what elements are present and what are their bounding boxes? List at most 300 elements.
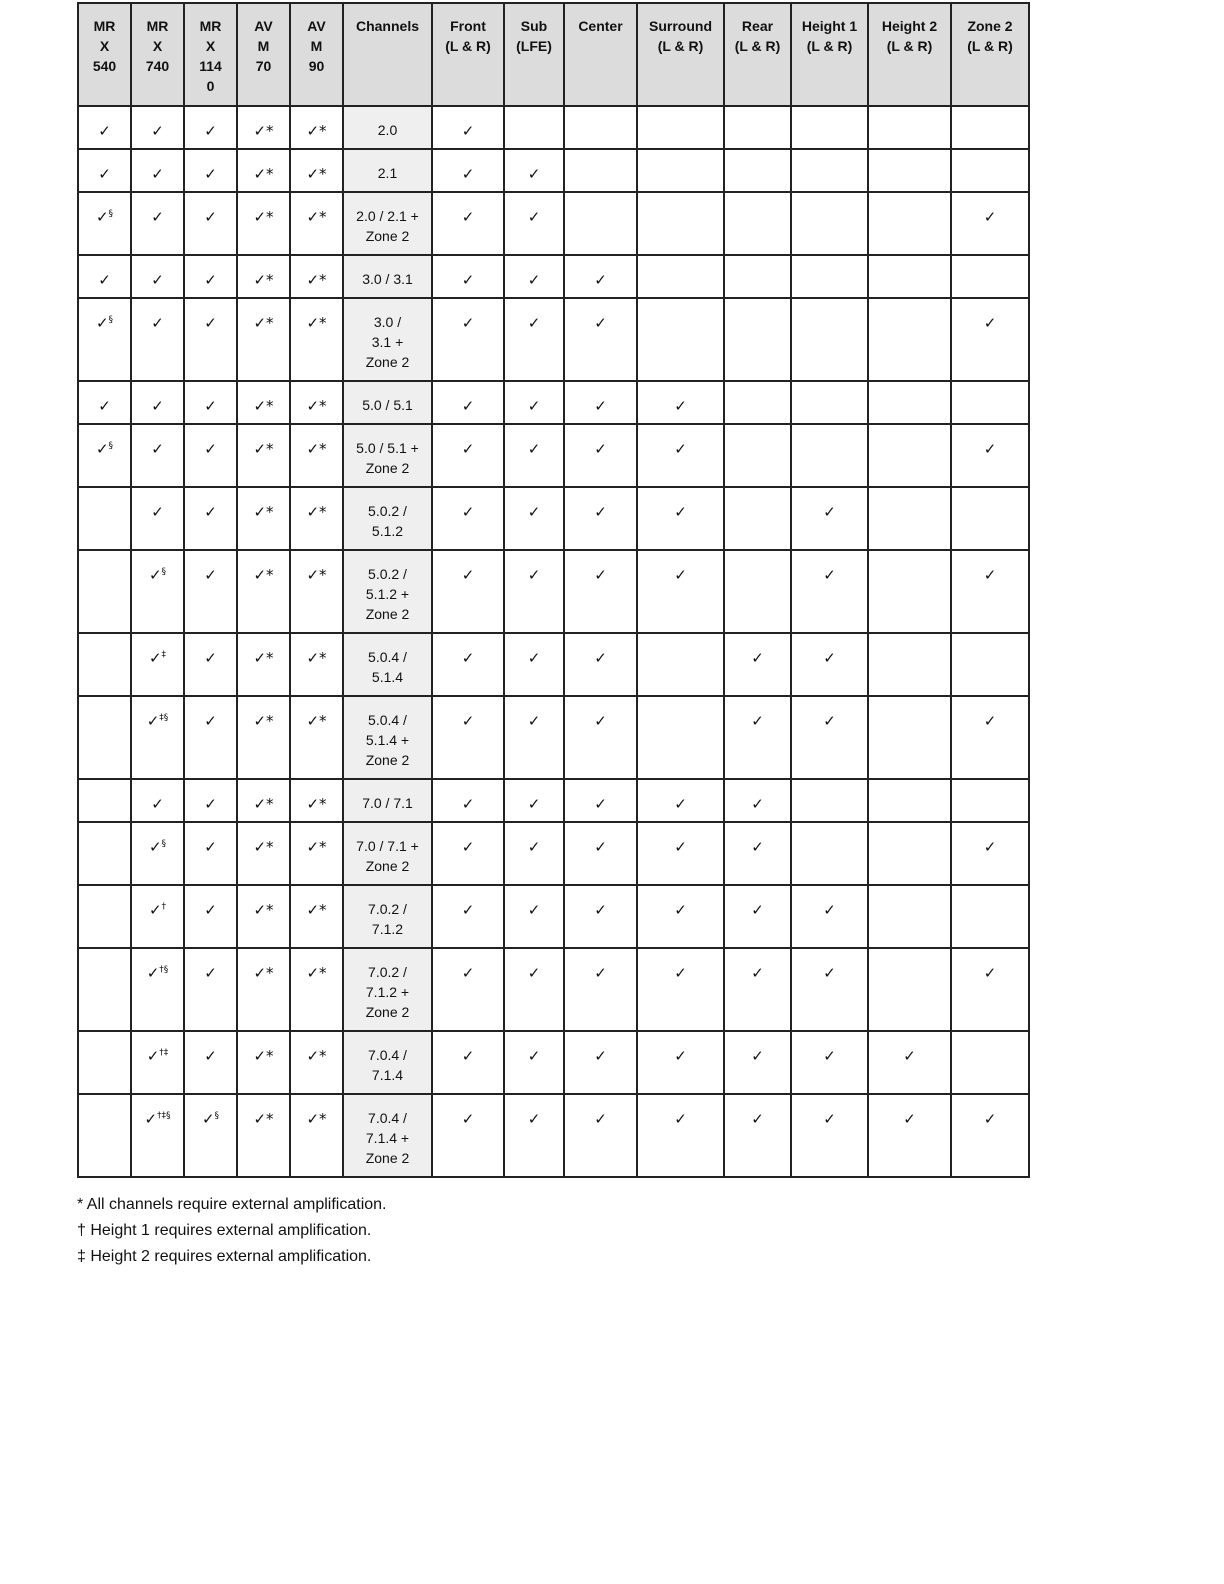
check-mark: ✓* xyxy=(306,964,327,982)
check-mark: ✓§ xyxy=(148,566,167,584)
col-height1-cell xyxy=(791,106,868,149)
check-mark: ✓ xyxy=(461,165,475,183)
col-avm70-cell xyxy=(237,948,290,1031)
table-row xyxy=(78,149,1029,192)
col-rear-cell xyxy=(724,779,791,822)
col-avm90-cell xyxy=(290,696,343,779)
col-rear-cell xyxy=(724,255,791,298)
header-line: Center xyxy=(578,18,623,34)
col-avm90-cell xyxy=(290,192,343,255)
col-avm70-cell xyxy=(237,550,290,633)
check-mark: ✓ xyxy=(204,901,217,919)
check-mark: ✓* xyxy=(306,397,327,415)
col-mrx540-cell xyxy=(78,255,131,298)
col-sub-cell xyxy=(504,1031,564,1094)
col-rear-cell xyxy=(724,885,791,948)
check-mark: ✓ xyxy=(983,964,997,982)
channel-config-line: Zone 2 xyxy=(365,354,410,370)
header-line: MR xyxy=(93,18,116,34)
col-front-cell xyxy=(432,633,504,696)
check-mark: ✓ xyxy=(151,122,164,140)
col-mrx540-cell xyxy=(78,822,131,885)
col-zone2-header xyxy=(951,3,1029,106)
col-center-cell xyxy=(564,696,637,779)
channel-config-line: 3.0 / 3.1 xyxy=(362,271,413,287)
table-row xyxy=(78,487,1029,550)
header-line: MR xyxy=(146,18,169,34)
header-line: MR xyxy=(199,18,222,34)
col-mrx740-cell xyxy=(131,1031,184,1094)
check-mark: ✓ xyxy=(751,649,764,667)
check-mark: ✓ xyxy=(594,1047,607,1065)
col-mrx540-cell xyxy=(78,1031,131,1094)
col-height2-cell xyxy=(868,424,951,487)
col-height2-header xyxy=(868,3,951,106)
col-avm70-cell xyxy=(237,779,290,822)
col-height1-cell xyxy=(791,192,868,255)
check-mark: ✓ xyxy=(204,712,217,730)
check-mark: ✓ xyxy=(204,795,217,813)
col-mrx1140-cell xyxy=(184,822,237,885)
col-center-header xyxy=(564,3,637,106)
header-line: Channels xyxy=(355,18,419,34)
header-line: Height 2 xyxy=(881,18,938,34)
check-mark: ✓ xyxy=(594,566,607,584)
channel-config-line: 7.0 / 7.1 + xyxy=(356,838,419,854)
col-avm90-cell xyxy=(290,1031,343,1094)
header-line: (L & R) xyxy=(967,38,1013,54)
col-rear-header xyxy=(724,3,791,106)
check-mark: ✓ xyxy=(823,712,836,730)
col-height1-cell xyxy=(791,149,868,192)
col-avm70-cell xyxy=(237,1094,290,1177)
col-sub-cell xyxy=(504,424,564,487)
footnote-height2: ‡ Height 2 requires external amplification. xyxy=(77,1248,372,1265)
table-header xyxy=(78,3,1029,106)
check-mark: ✓* xyxy=(253,566,274,584)
table-row xyxy=(78,255,1029,298)
check-mark: ✓ xyxy=(204,165,217,183)
col-sub-cell xyxy=(504,298,564,381)
col-surround-cell xyxy=(637,948,724,1031)
col-front-cell xyxy=(432,1031,504,1094)
header-line: X xyxy=(152,38,163,54)
channel-config-line: 5.1.4 xyxy=(371,669,404,685)
col-mrx740-cell xyxy=(131,948,184,1031)
check-mark: ✓†‡ xyxy=(146,1047,169,1065)
col-avm90-cell xyxy=(290,255,343,298)
footnotes xyxy=(77,1192,387,1270)
header-line: X xyxy=(99,38,110,54)
check-mark: ✓ xyxy=(461,122,475,140)
check-mark: ✓* xyxy=(253,271,274,289)
check-mark: ✓* xyxy=(253,440,274,458)
col-rear-cell xyxy=(724,487,791,550)
col-surround-cell xyxy=(637,424,724,487)
col-sub-cell xyxy=(504,192,564,255)
header-line: Surround xyxy=(649,18,712,34)
col-front-cell xyxy=(432,885,504,948)
check-mark: ✓* xyxy=(253,901,274,919)
check-mark: ✓ xyxy=(823,566,836,584)
col-center-cell xyxy=(564,487,637,550)
check-mark: ✓ xyxy=(527,503,541,521)
check-mark: ✓ xyxy=(983,1110,997,1128)
channel-config-line: 7.1.2 + xyxy=(365,984,410,1000)
col-avm70-cell xyxy=(237,1031,290,1094)
check-mark: ✓ xyxy=(527,649,541,667)
check-mark: ✓ xyxy=(674,566,687,584)
check-mark: ✓* xyxy=(306,440,327,458)
check-mark: ✓ xyxy=(674,901,687,919)
col-height1-cell xyxy=(791,885,868,948)
col-avm90-cell xyxy=(290,822,343,885)
col-mrx540-cell xyxy=(78,550,131,633)
check-mark: ✓* xyxy=(253,1110,274,1128)
col-avm90-cell xyxy=(290,106,343,149)
check-mark: ✓ xyxy=(461,712,475,730)
col-front-cell xyxy=(432,381,504,424)
check-mark: ✓* xyxy=(306,901,327,919)
header-line: AV xyxy=(307,18,326,34)
col-mrx1140-cell xyxy=(184,298,237,381)
col-center-cell xyxy=(564,424,637,487)
col-mrx1140-cell xyxy=(184,424,237,487)
col-height1-cell xyxy=(791,255,868,298)
footnote-marker: ‡ xyxy=(161,650,167,660)
col-sub-cell xyxy=(504,779,564,822)
check-mark: ✓ xyxy=(983,440,997,458)
check-mark: ✓ xyxy=(527,397,541,415)
channel-config-line: 7.1.2 xyxy=(371,921,404,937)
check-mark: ✓ xyxy=(98,271,111,289)
channel-config-line: Zone 2 xyxy=(365,460,410,476)
col-front-cell xyxy=(432,298,504,381)
col-mrx1140-cell xyxy=(184,1031,237,1094)
table-row xyxy=(78,885,1029,948)
col-mrx1140-cell xyxy=(184,487,237,550)
col-mrx540-cell xyxy=(78,149,131,192)
channel-config-line: 5.1.4 + xyxy=(365,732,410,748)
col-mrx740-cell xyxy=(131,192,184,255)
check-mark: ✓ xyxy=(527,838,541,856)
check-mark: ✓ xyxy=(151,440,164,458)
check-mark: ✓ xyxy=(204,566,217,584)
col-center-cell xyxy=(564,381,637,424)
check-mark: ✓ xyxy=(594,712,607,730)
check-mark: ✓* xyxy=(306,838,327,856)
col-front-cell xyxy=(432,1094,504,1177)
check-mark: ✓§ xyxy=(148,838,167,856)
check-mark: ✓ xyxy=(204,964,217,982)
col-mrx540-cell xyxy=(78,424,131,487)
check-mark: ✓ xyxy=(594,440,607,458)
check-mark: ✓ xyxy=(823,901,836,919)
col-height2-cell xyxy=(868,106,951,149)
col-rear-cell xyxy=(724,298,791,381)
col-surround-cell xyxy=(637,633,724,696)
footnote-marker: †‡§ xyxy=(157,1111,171,1121)
check-mark: ✓ xyxy=(461,838,475,856)
col-height1-cell xyxy=(791,298,868,381)
col-mrx740-cell xyxy=(131,550,184,633)
col-surround-cell xyxy=(637,1031,724,1094)
col-height1-cell xyxy=(791,633,868,696)
header-line: Rear xyxy=(741,18,774,34)
check-mark: ✓ xyxy=(527,1047,541,1065)
col-mrx740-cell xyxy=(131,633,184,696)
col-avm90-cell xyxy=(290,885,343,948)
table-row xyxy=(78,192,1029,255)
compatibility-table xyxy=(77,2,1030,1178)
channels-cell xyxy=(343,192,432,255)
footnote-marker: § xyxy=(161,567,167,577)
table-row xyxy=(78,106,1029,149)
col-height1-cell xyxy=(791,1031,868,1094)
col-mrx540-cell xyxy=(78,192,131,255)
check-mark: ✓ xyxy=(461,397,475,415)
col-zone2-cell xyxy=(951,424,1029,487)
col-rear-cell xyxy=(724,1094,791,1177)
col-avm90-cell xyxy=(290,149,343,192)
check-mark: ✓ xyxy=(461,1110,475,1128)
check-mark: ✓§ xyxy=(95,208,114,226)
check-mark: ✓ xyxy=(204,397,217,415)
col-avm70-header xyxy=(237,3,290,106)
col-avm90-cell xyxy=(290,633,343,696)
col-zone2-cell xyxy=(951,487,1029,550)
col-zone2-cell xyxy=(951,1031,1029,1094)
channel-config-line: 7.0.2 / xyxy=(368,964,407,980)
header-line: AV xyxy=(254,18,273,34)
col-sub-cell xyxy=(504,822,564,885)
col-sub-cell xyxy=(504,696,564,779)
header-line: 0 xyxy=(206,78,215,94)
check-mark: ✓ xyxy=(823,964,836,982)
col-center-cell xyxy=(564,550,637,633)
check-mark: ✓ xyxy=(674,503,687,521)
col-rear-cell xyxy=(724,149,791,192)
col-rear-cell xyxy=(724,696,791,779)
check-mark: ✓ xyxy=(903,1047,916,1065)
check-mark: ✓* xyxy=(253,964,274,982)
check-mark: ✓ xyxy=(151,397,164,415)
col-front-cell xyxy=(432,255,504,298)
check-mark: ✓ xyxy=(527,208,541,226)
check-mark: ✓ xyxy=(461,795,475,813)
check-mark: ✓ xyxy=(204,122,217,140)
col-height1-cell xyxy=(791,550,868,633)
check-mark: ✓‡§ xyxy=(146,712,169,730)
col-mrx1140-cell xyxy=(184,779,237,822)
header-line: 540 xyxy=(92,58,117,74)
col-height1-cell xyxy=(791,424,868,487)
col-height1-cell xyxy=(791,948,868,1031)
check-mark: ✓‡ xyxy=(148,649,167,667)
channels-cell xyxy=(343,779,432,822)
channel-config-line: Zone 2 xyxy=(365,858,410,874)
col-center-cell xyxy=(564,106,637,149)
channels-cell xyxy=(343,298,432,381)
col-center-cell xyxy=(564,633,637,696)
channel-config-line: 7.1.4 + xyxy=(365,1130,410,1146)
channel-config-line: 2.0 / 2.1 + xyxy=(356,208,419,224)
channels-cell xyxy=(343,633,432,696)
check-mark: ✓ xyxy=(751,795,764,813)
col-avm90-cell xyxy=(290,550,343,633)
channels-cell xyxy=(343,106,432,149)
check-mark: ✓ xyxy=(983,566,997,584)
check-mark: ✓ xyxy=(823,649,836,667)
col-mrx540-cell xyxy=(78,1094,131,1177)
col-sub-cell xyxy=(504,633,564,696)
col-surround-cell xyxy=(637,885,724,948)
check-mark: ✓ xyxy=(527,964,541,982)
col-height2-cell xyxy=(868,822,951,885)
col-avm90-cell xyxy=(290,424,343,487)
channels-cell xyxy=(343,149,432,192)
check-mark: ✓ xyxy=(903,1110,916,1128)
table-row xyxy=(78,779,1029,822)
header-line: X xyxy=(205,38,216,54)
col-height2-cell xyxy=(868,948,951,1031)
col-zone2-cell xyxy=(951,885,1029,948)
col-center-cell xyxy=(564,255,637,298)
col-height2-cell xyxy=(868,192,951,255)
check-mark: ✓* xyxy=(306,503,327,521)
check-mark: ✓* xyxy=(253,1047,274,1065)
col-sub-cell xyxy=(504,550,564,633)
col-mrx1140-cell xyxy=(184,696,237,779)
footnote-external-amp: * All channels require external amplification. xyxy=(77,1196,387,1213)
col-center-cell xyxy=(564,1031,637,1094)
col-mrx740-cell xyxy=(131,487,184,550)
col-mrx1140-header xyxy=(184,3,237,106)
check-mark: ✓ xyxy=(594,314,607,332)
col-surround-cell xyxy=(637,106,724,149)
header-line: Sub xyxy=(520,18,548,34)
col-front-header xyxy=(432,3,504,106)
check-mark: ✓ xyxy=(823,1047,836,1065)
col-sub-cell xyxy=(504,885,564,948)
check-mark: ✓ xyxy=(527,440,541,458)
channel-config-line: 2.1 xyxy=(377,165,398,181)
check-mark: ✓ xyxy=(983,208,997,226)
footnote-marker: †§ xyxy=(159,965,169,975)
channel-config-line: 5.0.2 / xyxy=(368,566,407,582)
check-mark: ✓* xyxy=(306,649,327,667)
col-height2-cell xyxy=(868,1094,951,1177)
check-mark: ✓* xyxy=(306,1110,327,1128)
col-height2-cell xyxy=(868,381,951,424)
check-mark: ✓ xyxy=(594,964,607,982)
footnote-marker: § xyxy=(214,1111,220,1121)
col-rear-cell xyxy=(724,948,791,1031)
check-mark: ✓ xyxy=(527,314,541,332)
col-rear-cell xyxy=(724,633,791,696)
check-mark: ✓§ xyxy=(95,440,114,458)
col-avm70-cell xyxy=(237,424,290,487)
check-mark: ✓ xyxy=(151,795,164,813)
col-front-cell xyxy=(432,106,504,149)
col-height2-cell xyxy=(868,149,951,192)
header-line: (L & R) xyxy=(657,38,704,54)
col-surround-cell xyxy=(637,550,724,633)
col-sub-cell xyxy=(504,149,564,192)
check-mark: ✓ xyxy=(461,649,475,667)
channel-config-line: 7.1.4 xyxy=(371,1067,404,1083)
col-mrx1140-cell xyxy=(184,255,237,298)
col-mrx1140-cell xyxy=(184,381,237,424)
table-row xyxy=(78,298,1029,381)
col-sub-cell xyxy=(504,487,564,550)
check-mark: ✓* xyxy=(306,208,327,226)
channels-cell xyxy=(343,255,432,298)
footnote-marker: †‡ xyxy=(159,1048,169,1058)
header-line: (L & R) xyxy=(806,38,853,54)
channel-config-line: Zone 2 xyxy=(365,1150,410,1166)
check-mark: ✓ xyxy=(751,1110,764,1128)
col-mrx540-cell xyxy=(78,633,131,696)
check-mark: ✓ xyxy=(461,503,475,521)
check-mark: ✓ xyxy=(204,314,217,332)
check-mark: ✓ xyxy=(527,1110,541,1128)
col-height1-cell xyxy=(791,381,868,424)
col-channels-header xyxy=(343,3,432,106)
check-mark: ✓†§ xyxy=(146,964,169,982)
col-height2-cell xyxy=(868,779,951,822)
check-mark: ✓ xyxy=(527,901,541,919)
check-mark: ✓ xyxy=(461,314,475,332)
col-mrx1140-cell xyxy=(184,948,237,1031)
channel-config-line: Zone 2 xyxy=(365,606,410,622)
col-avm70-cell xyxy=(237,633,290,696)
channel-config-line: 5.0 / 5.1 xyxy=(362,397,413,413)
col-zone2-cell xyxy=(951,948,1029,1031)
check-mark: ✓ xyxy=(151,165,164,183)
col-rear-cell xyxy=(724,381,791,424)
col-avm70-cell xyxy=(237,255,290,298)
table-row xyxy=(78,424,1029,487)
check-mark: ✓ xyxy=(594,795,607,813)
col-front-cell xyxy=(432,424,504,487)
check-mark: ✓ xyxy=(674,1110,687,1128)
check-mark: ✓ xyxy=(751,712,764,730)
check-mark: ✓ xyxy=(461,440,475,458)
channel-config-line: 7.0 / 7.1 xyxy=(362,795,413,811)
check-mark: ✓ xyxy=(527,271,541,289)
col-center-cell xyxy=(564,298,637,381)
channel-config-line: 5.1.2 xyxy=(371,523,404,539)
check-mark: ✓† xyxy=(148,901,167,919)
check-mark: ✓ xyxy=(674,440,687,458)
channel-config-line: Zone 2 xyxy=(365,228,410,244)
col-surround-cell xyxy=(637,149,724,192)
check-mark: ✓ xyxy=(674,397,687,415)
check-mark: ✓ xyxy=(204,503,217,521)
check-mark: ✓* xyxy=(253,838,274,856)
col-sub-cell xyxy=(504,948,564,1031)
col-mrx540-cell xyxy=(78,885,131,948)
col-rear-cell xyxy=(724,106,791,149)
col-mrx740-header xyxy=(131,3,184,106)
table-row xyxy=(78,948,1029,1031)
header-line: Height 1 xyxy=(801,18,858,34)
col-height1-cell xyxy=(791,822,868,885)
check-mark: ✓ xyxy=(461,566,475,584)
col-surround-cell xyxy=(637,696,724,779)
check-mark: ✓ xyxy=(527,566,541,584)
